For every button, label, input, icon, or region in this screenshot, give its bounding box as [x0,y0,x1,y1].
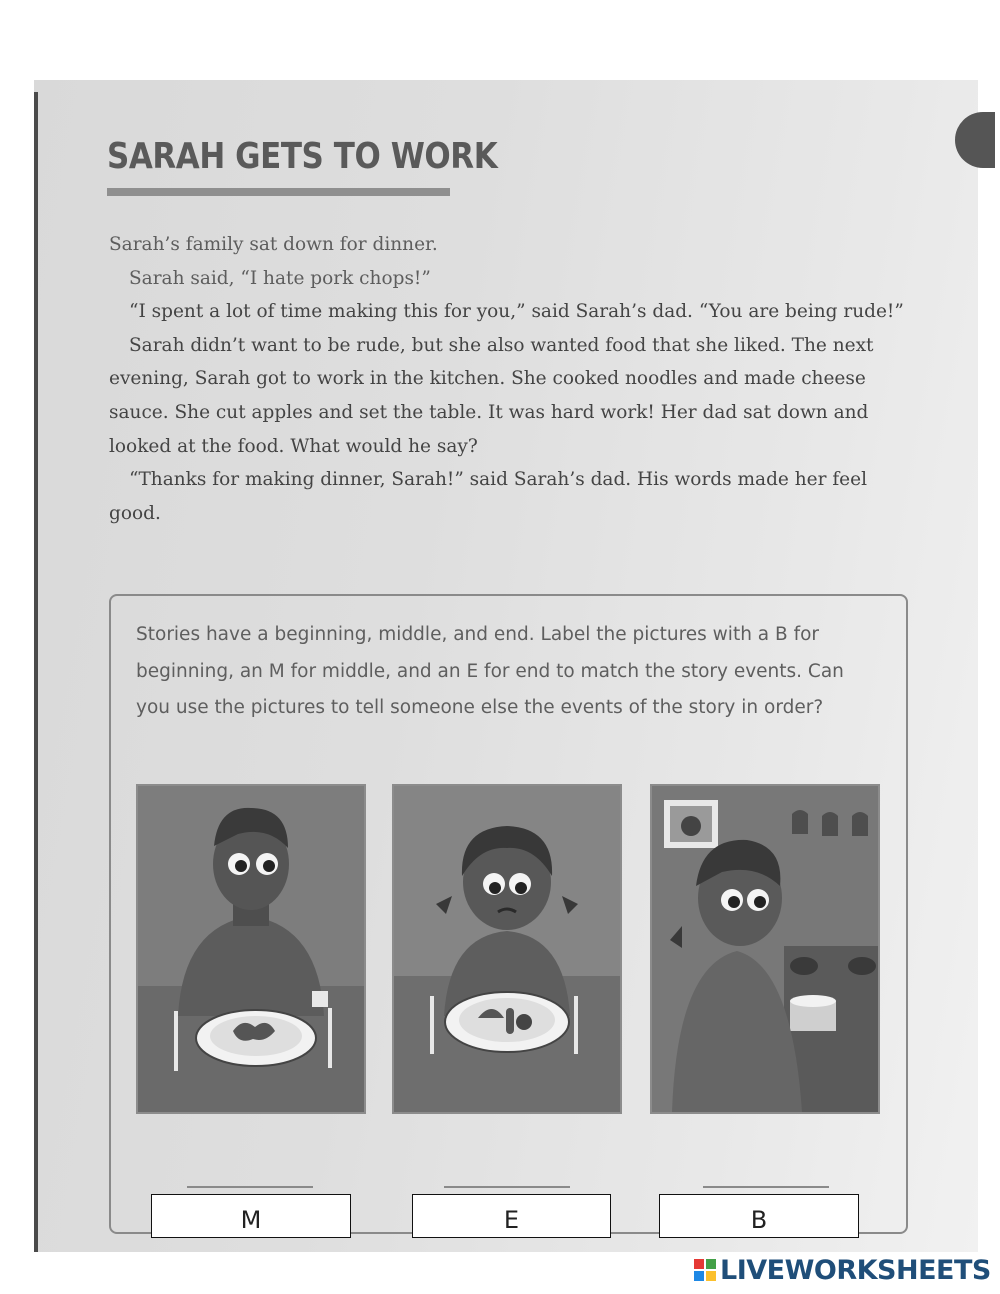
story-paragraph: Sarah’s family sat down for dinner. [109,234,438,255]
picture-sarah-upset [392,784,622,1114]
story-text [109,228,909,530]
story-paragraph: “Thanks for making dinner, Sarah!” said Sarah’s dad. His words made her feel good. [109,469,867,524]
picture-sarah-cooking [650,784,880,1114]
answer-line-1 [187,1186,313,1188]
activity-instructions: Stories have a beginning, middle, and end. Label the pictures with a B for beginning, an M for middle, and an E for end to match the story events. Can you use the pictures to tell someone else the events of the story in order? [136,624,844,718]
story-paragraph: Sarah didn’t want to be rude, but she also wanted food that she liked. The next evening, Sarah got to work in the kitchen. She cooked noodles and made cheese sauce. She cut apples and set the table. It was hard work! Her dad sat down and looked at the food. What would he say? [109,334,874,457]
title-underline [107,188,450,196]
answer-box-3[interactable]: B [659,1194,859,1238]
answer-box-2[interactable]: E [412,1194,611,1238]
answer-box-1[interactable]: M [151,1194,351,1238]
page-binding-edge [34,92,38,1252]
picture-dad-eating [136,784,366,1114]
liveworksheets-mark-icon [694,1259,716,1281]
liveworksheets-logo[interactable] [694,1254,991,1286]
brand-name: LIVEWORKSHEETS [720,1254,991,1286]
worksheet-title: SARAH GETS TO WORK [107,136,498,177]
story-paragraph: Sarah said, “I hate pork chops!” [129,267,431,289]
answer-line-2 [444,1186,570,1188]
story-paragraph: “I spent a lot of time making this for you,” said Sarah’s dad. “You are being rude!” [129,301,904,323]
answer-line-3 [703,1186,829,1188]
